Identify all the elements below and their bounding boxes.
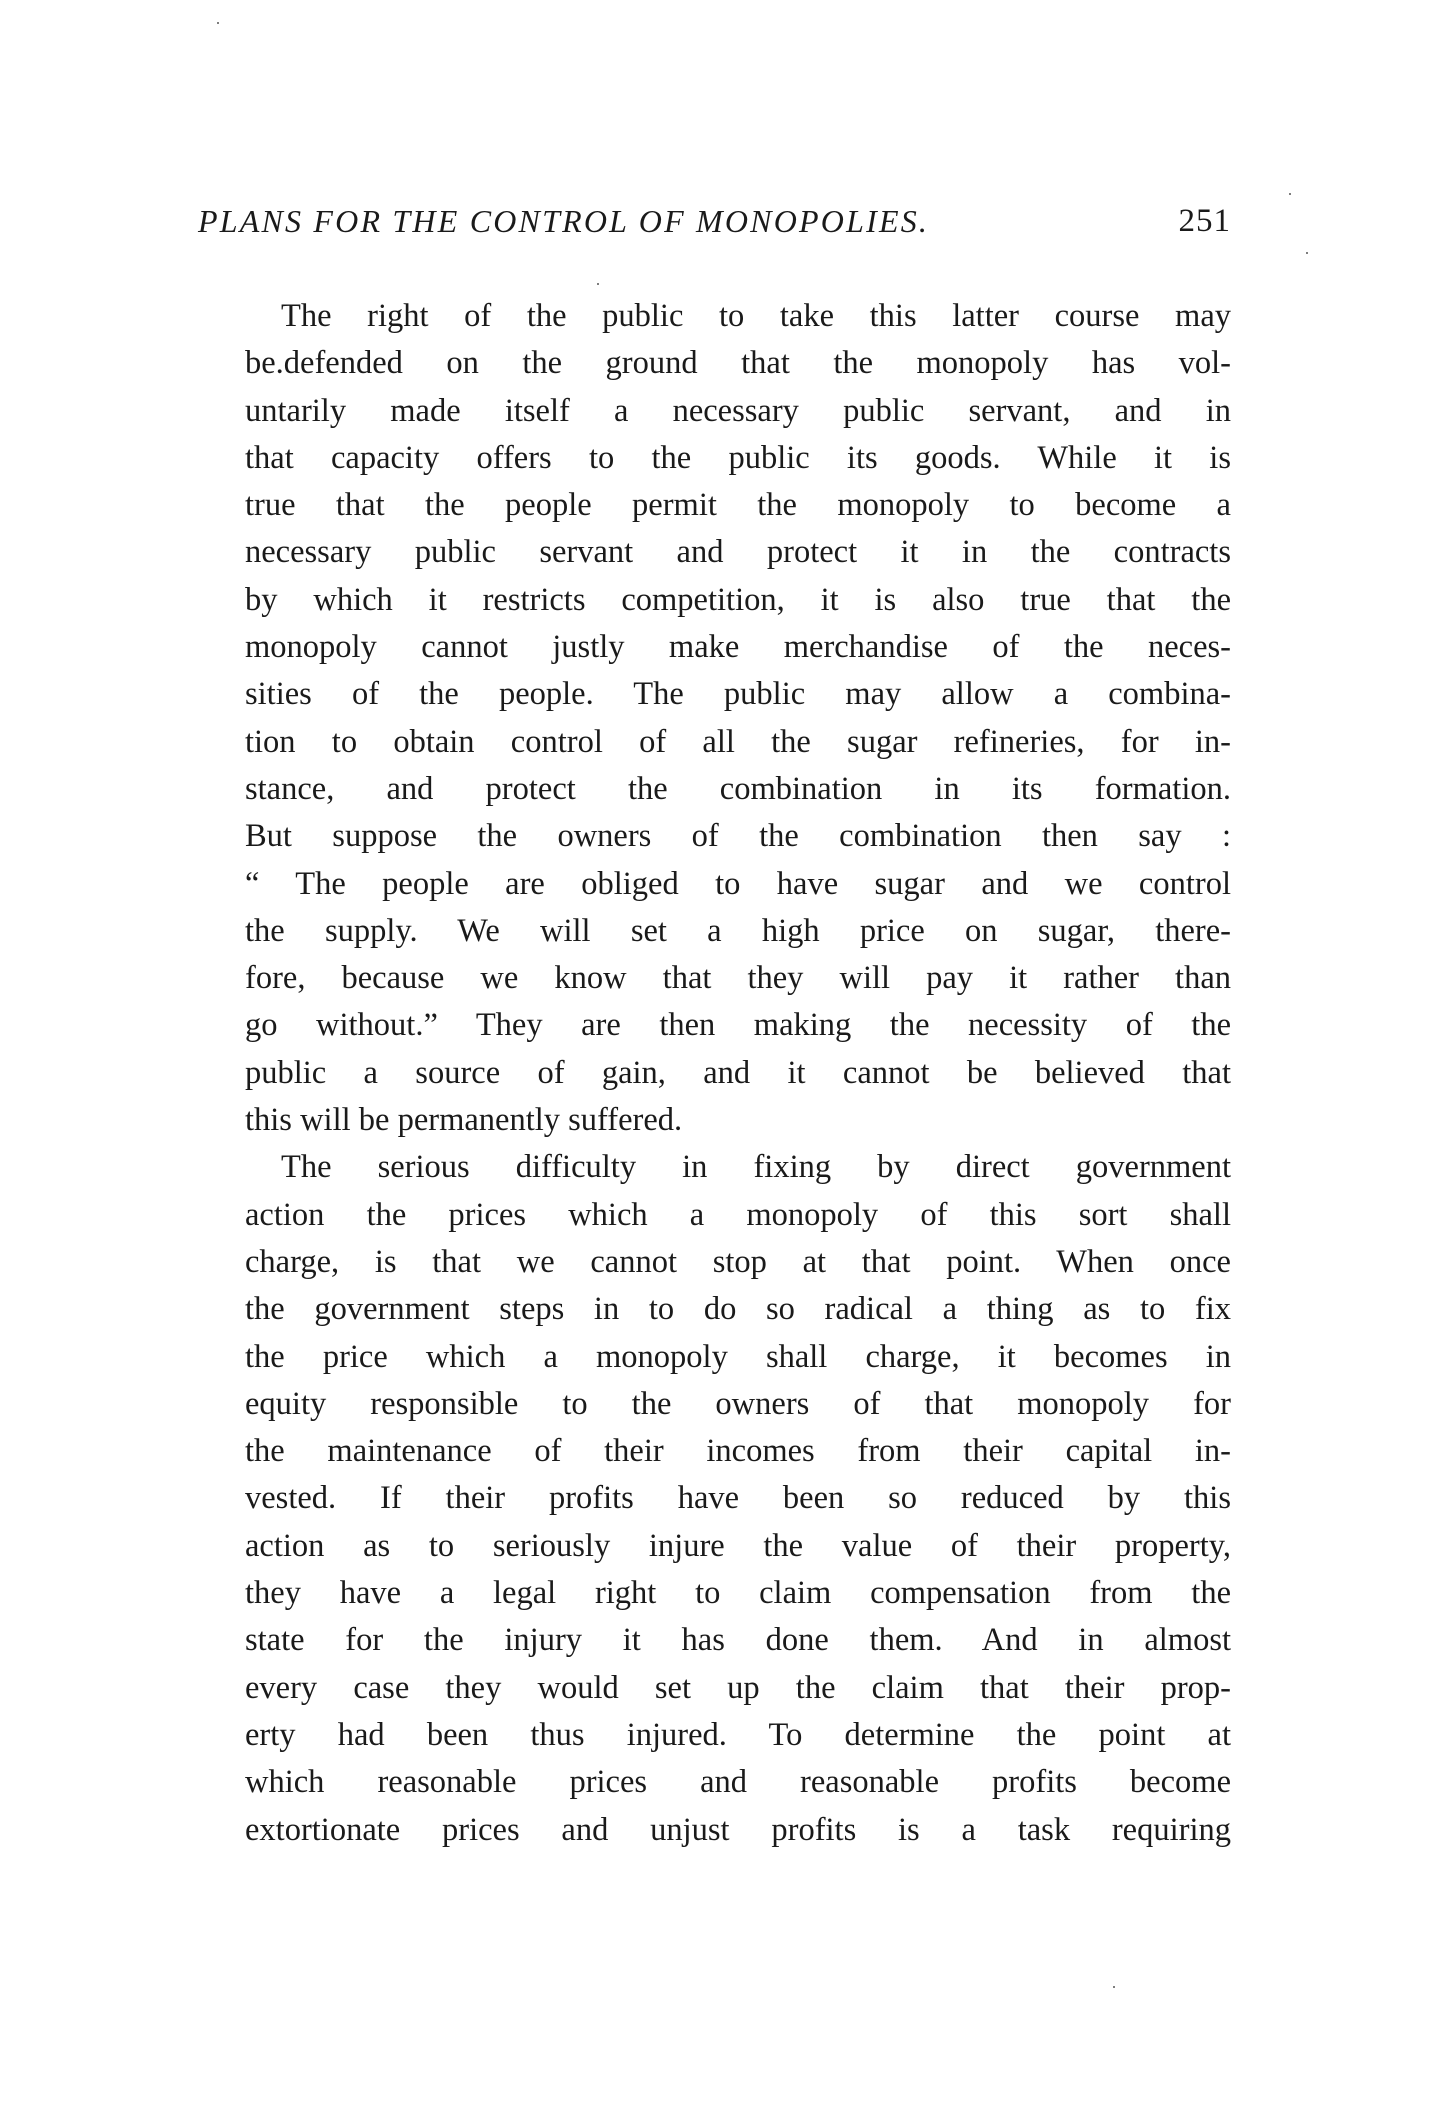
text-line: “ The people are obliged to have sugar and we control bbox=[245, 865, 1231, 902]
text-line: stance, and protect the combination in its formation. bbox=[245, 770, 1231, 807]
text-line: action as to seriously injure the value of their property, bbox=[245, 1527, 1231, 1564]
paragraph-1 bbox=[245, 293, 1231, 1144]
scan-speck bbox=[1289, 193, 1291, 195]
text-line: But suppose the owners of the combination then say : bbox=[245, 818, 1231, 855]
text-line: the supply. We will set a high price on sugar, there- bbox=[245, 912, 1231, 949]
scan-speck bbox=[217, 22, 219, 24]
text-line: the maintenance of their incomes from their capital in- bbox=[245, 1433, 1231, 1470]
running-head bbox=[198, 196, 1231, 246]
scan-speck bbox=[1113, 1986, 1115, 1988]
page-number: 251 bbox=[1178, 203, 1231, 239]
text-line: vested. If their profits have been so reduced by this bbox=[245, 1480, 1231, 1517]
text-line: action the prices which a monopoly of this sort shall bbox=[245, 1196, 1231, 1233]
text-line: charge, is that we cannot stop at that point. When once bbox=[245, 1243, 1231, 1280]
text-line: go without.” They are then making the necessity of the bbox=[245, 1007, 1231, 1044]
text-line: fore, because we know that they will pay it rather than bbox=[245, 960, 1231, 997]
text-line: monopoly cannot justly make merchandise of the neces- bbox=[245, 629, 1231, 666]
text-line: tion to obtain control of all the sugar refineries, for in- bbox=[245, 723, 1231, 760]
text-line: they have a legal right to claim compensation from the bbox=[245, 1575, 1231, 1612]
body-text bbox=[245, 293, 1231, 1854]
text-line: every case they would set up the claim that their prop- bbox=[245, 1669, 1231, 1706]
text-line: the price which a monopoly shall charge, it becomes in bbox=[245, 1338, 1231, 1375]
scan-speck bbox=[597, 283, 599, 285]
text-line: be.defended on the ground that the monopoly has vol- bbox=[245, 345, 1231, 382]
text-line: necessary public servant and protect it in the contracts bbox=[245, 534, 1231, 571]
text-line: sities of the people. The public may allow a combina- bbox=[245, 676, 1231, 713]
scan-speck bbox=[1306, 252, 1308, 254]
text-line: by which it restricts competition, it is also true that the bbox=[245, 581, 1231, 618]
text-line: untarily made itself a necessary public servant, and in bbox=[245, 392, 1231, 429]
text-line: extortionate prices and unjust profits is a task requiring bbox=[245, 1811, 1231, 1848]
text-line: public a source of gain, and it cannot be believed that bbox=[245, 1054, 1231, 1091]
text-line: the government steps in to do so radical a thing as to fix bbox=[245, 1291, 1231, 1328]
text-line: equity responsible to the owners of that monopoly for bbox=[245, 1385, 1231, 1422]
text-line: The right of the public to take this latter course may bbox=[281, 298, 1231, 334]
text-line: this will be permanently suffered. bbox=[245, 1102, 683, 1139]
text-line: erty had been thus injured. To determine the point at bbox=[245, 1716, 1231, 1753]
text-line: true that the people permit the monopoly to become a bbox=[245, 487, 1231, 524]
text-line: The serious difficulty in fixing by direct government bbox=[281, 1149, 1231, 1186]
text-line: state for the injury it has done them. And in almost bbox=[245, 1622, 1231, 1659]
text-line: that capacity offers to the public its goods. While it is bbox=[245, 439, 1231, 476]
paragraph-2 bbox=[245, 1144, 1231, 1853]
running-title: PLANS FOR THE CONTROL OF MONOPOLIES. bbox=[198, 203, 930, 239]
text-line: which reasonable prices and reasonable profits become bbox=[245, 1764, 1231, 1801]
